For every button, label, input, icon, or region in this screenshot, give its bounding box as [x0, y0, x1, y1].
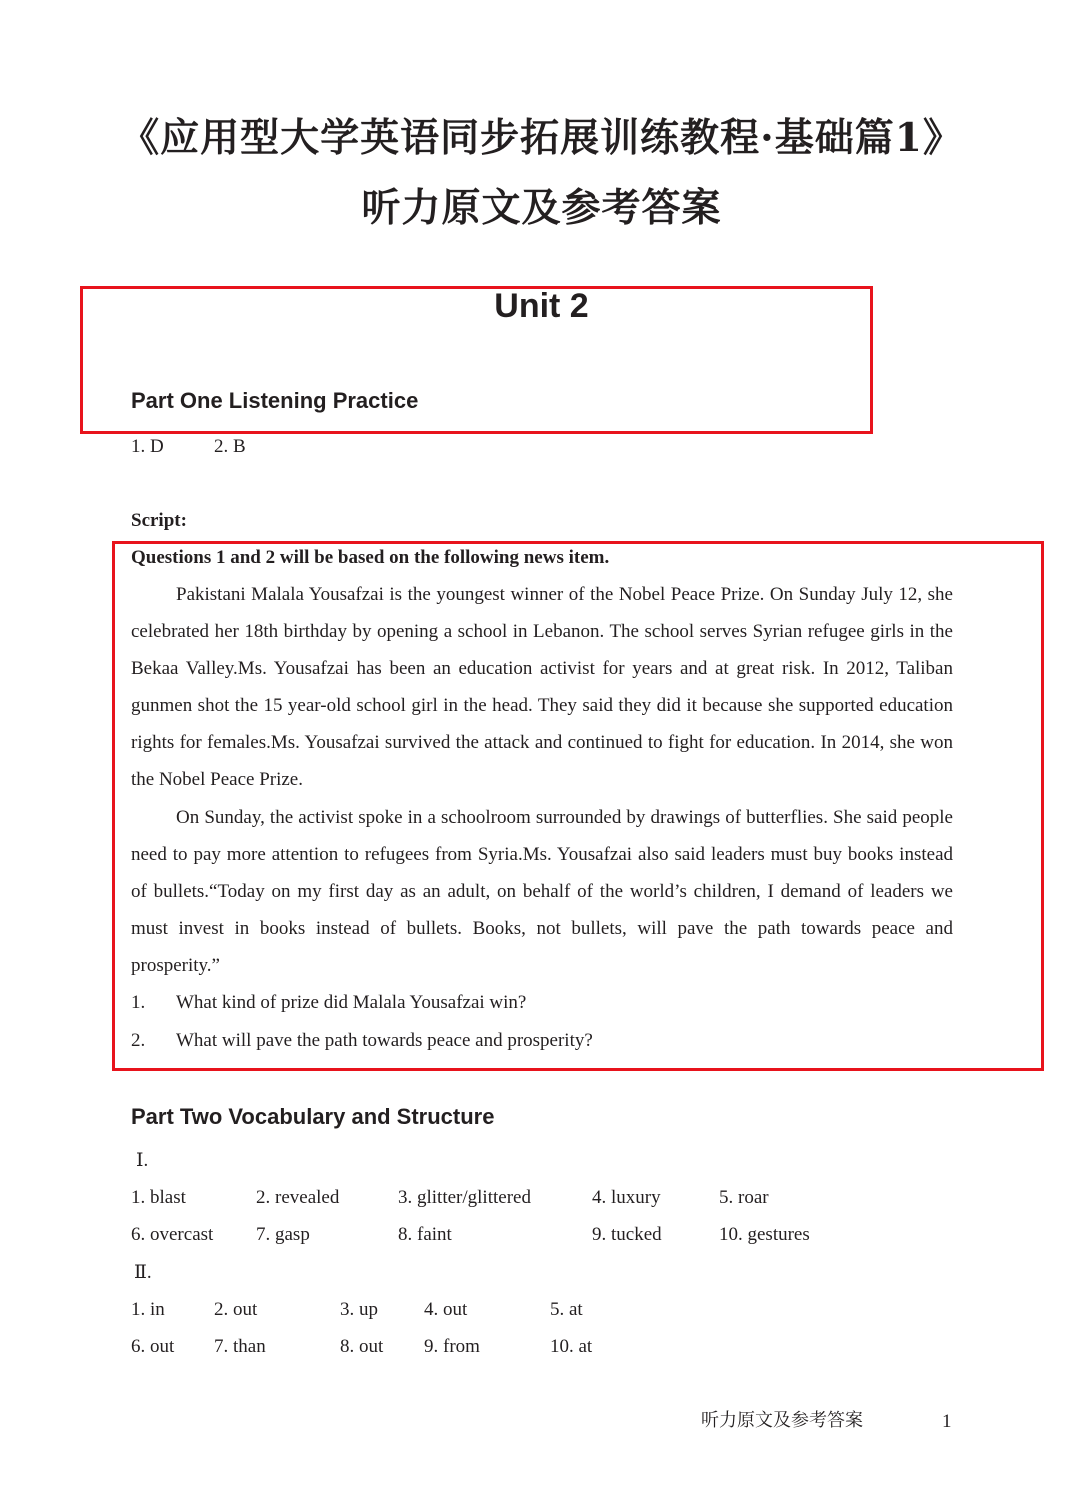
question-text: What kind of prize did Malala Yousafzai win? — [176, 992, 527, 1013]
structure-answer: 4. out — [424, 1299, 468, 1320]
structure-answer: 8. out — [340, 1336, 384, 1357]
vocab-answer: 4. luxury — [592, 1187, 661, 1208]
script-paragraph-1: Pakistani Malala Yousafzai is the youngest winner of the Nobel Peace Prize. On Sunday July 12, she celebrated her 18th birthday by opening a school in Lebanon. The school serves Syrian refugee girls in the Bekaa Valley.Ms. Yousafzai has been an education activist for years and at great risk. In 2012, Taliban gunmen shot the 15 year-old school girl in the head. They said they did it because she supported education rights for females.Ms. Yousafzai survived the attack and continued to fight for education. In 2014, she won the Nobel Peace Prize. — [131, 584, 953, 791]
structure-answer: 2. out — [214, 1299, 258, 1320]
vocab-answer: 9. tucked — [592, 1224, 662, 1245]
part-one-heading: Part One Listening Practice — [131, 388, 419, 413]
vocab-answer: 7. gasp — [256, 1224, 310, 1245]
script-paragraph-2: On Sunday, the activist spoke in a schoolroom surrounded by drawings of butterflies. She said people need to pay more attention to refugees from Syria.Ms. Yousafzai also said leaders must buy books instead of bullets.“Today on my first day as an adult, on behalf of the world’s children, I demand of leaders we must invest in books instead of bullets. Books, not bullets, will pave the path towards peace and prosperity.” — [131, 807, 953, 977]
vocab-answer: 6. overcast — [131, 1224, 214, 1245]
question-number: 1. — [131, 992, 146, 1013]
structure-answer: 3. up — [340, 1299, 378, 1320]
script-intro: Questions 1 and 2 will be based on the following news item. — [131, 547, 610, 568]
part-two-heading: Part Two Vocabulary and Structure — [131, 1104, 495, 1129]
document-title-line2: 听力原文及参考答案 — [361, 185, 722, 231]
vocab-answer: 2. revealed — [256, 1187, 340, 1208]
structure-answer: 5. at — [550, 1299, 583, 1320]
footer-title: 听力原文及参考答案 — [701, 1410, 863, 1431]
answer-item: 2. B — [214, 436, 246, 457]
section-label: Ⅰ. — [136, 1150, 149, 1171]
unit-title: Unit 2 — [494, 287, 589, 325]
structure-answer: 6. out — [131, 1336, 175, 1357]
section-label: Ⅱ. — [134, 1262, 152, 1283]
page-number: 1 — [942, 1411, 952, 1432]
vocab-answer: 10. gestures — [719, 1224, 810, 1245]
structure-answer: 1. in — [131, 1299, 165, 1320]
script-label: Script: — [131, 510, 187, 531]
vocab-answer: 8. faint — [398, 1224, 452, 1245]
question-text: What will pave the path towards peace and prosperity? — [176, 1030, 593, 1051]
structure-answer: 9. from — [424, 1336, 480, 1357]
vocab-answer: 5. roar — [719, 1187, 769, 1208]
answer-item: 1. D — [131, 436, 164, 457]
vocab-answer: 1. blast — [131, 1187, 186, 1208]
question-number: 2. — [131, 1030, 146, 1051]
structure-answer: 7. than — [214, 1336, 266, 1357]
structure-answer: 10. at — [550, 1336, 593, 1357]
document-title-line1: 《应用型大学英语同步拓展训练教程·基础篇1》 — [120, 115, 963, 161]
vocab-answer: 3. glitter/glittered — [398, 1187, 531, 1208]
